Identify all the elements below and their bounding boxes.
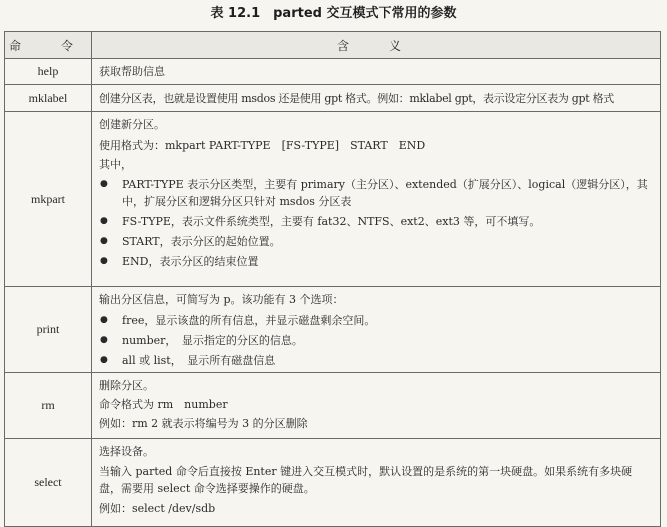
table-row-rm — [5, 373, 661, 439]
bullet-text: END，表示分区的结束位置 — [122, 255, 259, 268]
bullet-icon: ● — [100, 256, 108, 266]
bullet-icon: ● — [100, 315, 108, 325]
description-line: 当输入 parted 命令后直接按 Enter 键进入交互模式时，默认设置的是系统的第一块硬盘。如果系统有多块硬盘，需要用 select 命令选择要操作的硬盘。 — [99, 465, 633, 495]
table-row-help — [5, 59, 661, 85]
bullet-text: free，显示该盘的所有信息，并显示磁盘剩余空间。 — [122, 314, 376, 327]
description-cell — [92, 85, 661, 112]
bullet-icon: ● — [100, 179, 108, 189]
table-header-row — [5, 32, 661, 59]
table-caption: 表 12.1 parted 交互模式下常用的参数 — [210, 6, 457, 21]
description-line: 使用格式为：mkpart PART-TYPE [FS-TYPE] START END — [99, 139, 426, 152]
bullet-icon: ● — [100, 216, 108, 226]
bullet-text: all 或 list， 显示所有磁盘信息 — [122, 354, 276, 367]
description-line: 其中， — [99, 158, 132, 171]
bullet-item — [99, 253, 654, 270]
description-cell — [92, 59, 661, 85]
description-line: 例如：select /dev/sdb — [99, 502, 216, 515]
table-row-select — [5, 439, 661, 527]
table-row-print — [5, 287, 661, 373]
command-cell: select — [5, 439, 92, 527]
description-line: 获取帮助信息 — [99, 65, 165, 78]
bullet-text: FS-TYPE，表示文件系统类型，主要有 fat32、NTFS、ext2、ext3 等，可不填写。 — [122, 215, 541, 228]
description-line: 创建分区表，也就是设置使用 msdos 还是使用 gpt 格式。例如：mklabel gpt，表示设定分区表为 gpt 格式 — [99, 91, 615, 105]
bullet-icon: ● — [100, 335, 108, 345]
bullet-text: number， 显示指定的分区的信息。 — [122, 334, 303, 347]
bullet-item — [99, 213, 654, 230]
command-cell: rm — [5, 373, 92, 439]
description-line: 选择设备。 — [99, 445, 154, 458]
command-cell: print — [5, 287, 92, 373]
bullet-item — [99, 176, 654, 210]
description-line: 删除分区。 — [99, 379, 154, 392]
description-line: 输出分区信息，可简写为 p。该功能有 3 个选项： — [99, 293, 344, 306]
description-line: 创建新分区。 — [99, 118, 165, 131]
bullet-text: START，表示分区的起始位置。 — [122, 235, 281, 248]
description-cell — [92, 439, 661, 527]
table-row-mkpart — [5, 112, 661, 287]
table-row-mklabel — [5, 85, 661, 112]
description-line: 例如：rm 2 就表示将编号为 3 的分区删除 — [99, 417, 308, 430]
command-cell: mkpart — [5, 112, 92, 287]
bullet-icon: ● — [100, 355, 108, 365]
bullet-item — [99, 312, 654, 329]
command-cell: mklabel — [5, 85, 92, 112]
description-line: 命令格式为 rm number — [99, 398, 228, 411]
bullet-item — [99, 332, 654, 349]
header-command: 命 令 — [5, 32, 92, 59]
description-cell — [92, 287, 661, 373]
bullet-item — [99, 233, 654, 250]
parameters-table — [4, 31, 661, 527]
header-meaning: 含 义 — [92, 32, 661, 59]
bullet-text: PART-TYPE 表示分区类型，主要有 primary（主分区）、extended（扩展分区）、logical（逻辑分区），其中，扩展分区和逻辑分区只针对 msdos 分区表 — [122, 178, 648, 208]
description-cell — [92, 112, 661, 287]
description-cell — [92, 373, 661, 439]
command-cell: help — [5, 59, 92, 85]
bullet-item — [99, 352, 654, 369]
bullet-icon: ● — [100, 236, 108, 246]
